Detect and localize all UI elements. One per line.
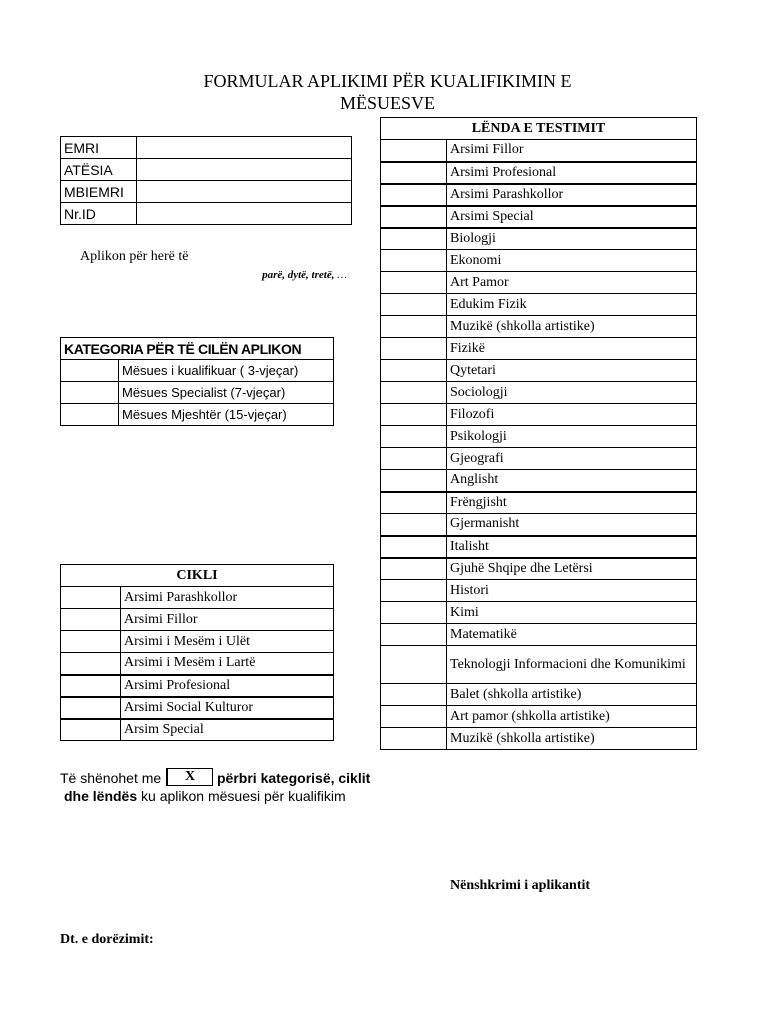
subject-label: Arsimi Fillor <box>447 140 697 162</box>
cycle-checkbox[interactable] <box>61 697 121 719</box>
cycle-table <box>60 564 334 741</box>
cycle-checkbox[interactable] <box>61 675 121 697</box>
subject-row <box>381 250 697 272</box>
subject-label: Fizikë <box>447 338 697 360</box>
instruction-line2 <box>64 787 346 805</box>
subject-row <box>381 140 697 162</box>
subject-checkbox[interactable] <box>381 140 447 162</box>
cycle-row <box>61 631 334 653</box>
subjects-table <box>380 117 697 750</box>
subject-checkbox[interactable] <box>381 470 447 492</box>
subject-checkbox[interactable] <box>381 316 447 338</box>
subject-row <box>381 602 697 624</box>
subject-label: Edukim Fizik <box>447 294 697 316</box>
category-label: Mësues Mjeshtër (15-vjeçar) <box>119 404 334 426</box>
subject-row <box>381 646 697 684</box>
cycle-row <box>61 675 334 697</box>
subject-row <box>381 558 697 580</box>
subject-row <box>381 294 697 316</box>
cycle-checkbox[interactable] <box>61 587 121 609</box>
subject-row <box>381 184 697 206</box>
cycle-row <box>61 719 334 741</box>
subject-row <box>381 684 697 706</box>
subject-row <box>381 536 697 558</box>
subject-checkbox[interactable] <box>381 360 447 382</box>
subject-label: Gjermanisht <box>447 514 697 536</box>
subject-checkbox[interactable] <box>381 404 447 426</box>
mark-example-box: X <box>166 768 213 786</box>
subject-label: Biologji <box>447 228 697 250</box>
subject-checkbox[interactable] <box>381 272 447 294</box>
subject-label: Frëngjisht <box>447 492 697 514</box>
cycle-row <box>61 587 334 609</box>
subject-label: Gjeografi <box>447 448 697 470</box>
subject-label: Anglisht <box>447 470 697 492</box>
subject-row <box>381 404 697 426</box>
subject-row <box>381 382 697 404</box>
subject-label: Gjuhë Shqipe dhe Letërsi <box>447 558 697 580</box>
subject-label: Ekonomi <box>447 250 697 272</box>
subject-checkbox[interactable] <box>381 536 447 558</box>
subject-checkbox[interactable] <box>381 338 447 360</box>
cycle-label: Arsimi i Mesëm i Ulët <box>121 631 334 653</box>
subject-row <box>381 728 697 750</box>
category-header: KATEGORIA PËR TË CILËN APLIKON <box>61 338 334 360</box>
field-label-name: EMRI <box>61 137 137 159</box>
subject-row <box>381 338 697 360</box>
subject-row <box>381 162 697 184</box>
subject-row <box>381 580 697 602</box>
instruction-line2-bold: dhe lëndës <box>64 788 138 804</box>
subject-row <box>381 448 697 470</box>
subject-checkbox[interactable] <box>381 602 447 624</box>
cycle-label: Arsimi Social Kulturor <box>121 697 334 719</box>
subject-label: Art Pamor <box>447 272 697 294</box>
cycle-checkbox[interactable] <box>61 719 121 741</box>
subjects-header: LËNDA E TESTIMIT <box>381 118 697 140</box>
apply-times-hint-text: parë, dytë, tretë, <box>262 269 335 281</box>
subject-checkbox[interactable] <box>381 646 447 684</box>
cycle-label: Arsimi Fillor <box>121 609 334 631</box>
field-value-surname[interactable] <box>137 181 352 203</box>
cycle-label: Arsimi Profesional <box>121 675 334 697</box>
personal-info-table <box>60 136 352 225</box>
subject-checkbox[interactable] <box>381 228 447 250</box>
apply-times-text: Aplikon për herë të <box>80 249 189 264</box>
subject-checkbox[interactable] <box>381 580 447 602</box>
personal-row-id <box>61 203 352 225</box>
subject-label: Qytetari <box>447 360 697 382</box>
subject-label: Arsimi Parashkollor <box>447 184 697 206</box>
cycle-label: Arsimi i Mesëm i Lartë <box>121 653 334 675</box>
subject-label: Arsimi Special <box>447 206 697 228</box>
cycle-checkbox[interactable] <box>61 631 121 653</box>
cycle-rows <box>61 587 334 741</box>
subject-label: Italisht <box>447 536 697 558</box>
instruction-prefix: Të shënohet me <box>60 770 162 786</box>
subject-label: Art pamor (shkolla artistike) <box>447 706 697 728</box>
signature-label: Nënshkrimi i aplikantit <box>450 878 591 893</box>
subject-label: Filozofi <box>447 404 697 426</box>
apply-times-hint-dots: … <box>337 269 347 281</box>
subject-checkbox[interactable] <box>381 684 447 706</box>
subject-checkbox[interactable] <box>381 382 447 404</box>
subject-row <box>381 360 697 382</box>
field-label-father-name: ATËSIA <box>61 159 137 181</box>
subject-label: Muzikë (shkolla artistike) <box>447 728 697 750</box>
subject-row <box>381 624 697 646</box>
subject-checkbox[interactable] <box>381 728 447 750</box>
subject-row <box>381 706 697 728</box>
cycle-row <box>61 697 334 719</box>
subject-label: Muzikë (shkolla artistike) <box>447 316 697 338</box>
subject-row <box>381 316 697 338</box>
submission-date-label: Dt. e dorëzimit: <box>60 932 154 947</box>
subject-row <box>381 228 697 250</box>
subject-checkbox[interactable] <box>381 558 447 580</box>
category-label: Mësues i kualifikuar ( 3-vjeçar) <box>119 360 334 382</box>
form-title <box>150 70 625 114</box>
subject-checkbox[interactable] <box>381 624 447 646</box>
cycle-label: Arsim Special <box>121 719 334 741</box>
subject-label: Balet (shkolla artistike) <box>447 684 697 706</box>
form-title-line2: MËSUESVE <box>339 93 435 113</box>
subject-row <box>381 514 697 536</box>
field-value-father-name[interactable] <box>137 159 352 181</box>
personal-row-father-name <box>61 159 352 181</box>
subject-label: Psikologji <box>447 426 697 448</box>
personal-row-name <box>61 137 352 159</box>
subject-row <box>381 272 697 294</box>
category-checkbox[interactable] <box>61 382 119 404</box>
subject-checkbox[interactable] <box>381 514 447 536</box>
subject-checkbox[interactable] <box>381 184 447 206</box>
category-table <box>60 337 334 426</box>
subject-checkbox[interactable] <box>381 294 447 316</box>
category-label: Mësues Specialist (7-vjeçar) <box>119 382 334 404</box>
personal-row-surname <box>61 181 352 203</box>
field-label-surname: MBIEMRI <box>61 181 137 203</box>
category-checkbox[interactable] <box>61 360 119 382</box>
subject-checkbox[interactable] <box>381 250 447 272</box>
subject-checkbox[interactable] <box>381 206 447 228</box>
subject-label: Sociologji <box>447 382 697 404</box>
category-row <box>61 404 334 426</box>
subject-row <box>381 492 697 514</box>
field-value-id[interactable] <box>137 203 352 225</box>
field-value-name[interactable] <box>137 137 352 159</box>
subject-row <box>381 206 697 228</box>
category-checkbox[interactable] <box>61 404 119 426</box>
subject-row <box>381 426 697 448</box>
category-row <box>61 382 334 404</box>
instruction-line2-rest: ku aplikon mësuesi për kualifikim <box>137 788 346 804</box>
cycle-row <box>61 609 334 631</box>
cycle-checkbox[interactable] <box>61 653 121 675</box>
cycle-label: Arsimi Parashkollor <box>121 587 334 609</box>
subject-checkbox[interactable] <box>381 492 447 514</box>
subjects-rows <box>381 140 697 750</box>
instruction-suffix: përbri kategorisë, ciklit <box>217 770 371 786</box>
subject-checkbox[interactable] <box>381 162 447 184</box>
form-title-line1: FORMULAR APLIKIMI PËR KUALIFIKIMIN E <box>203 71 572 91</box>
category-rows <box>61 360 334 426</box>
field-label-id: Nr.ID <box>61 203 137 225</box>
cycle-header: CIKLI <box>61 565 334 587</box>
subject-label: Kimi <box>447 602 697 624</box>
subject-label: Arsimi Profesional <box>447 162 697 184</box>
apply-times-hint <box>200 269 347 281</box>
cycle-checkbox[interactable] <box>61 609 121 631</box>
category-row <box>61 360 334 382</box>
subject-label: Histori <box>447 580 697 602</box>
subject-row <box>381 470 697 492</box>
cycle-row <box>61 653 334 675</box>
subject-label: Teknologji Informacioni dhe Komunikimi <box>447 646 697 684</box>
subject-checkbox[interactable] <box>381 448 447 470</box>
subject-checkbox[interactable] <box>381 426 447 448</box>
subject-checkbox[interactable] <box>381 706 447 728</box>
subject-label: Matematikë <box>447 624 697 646</box>
